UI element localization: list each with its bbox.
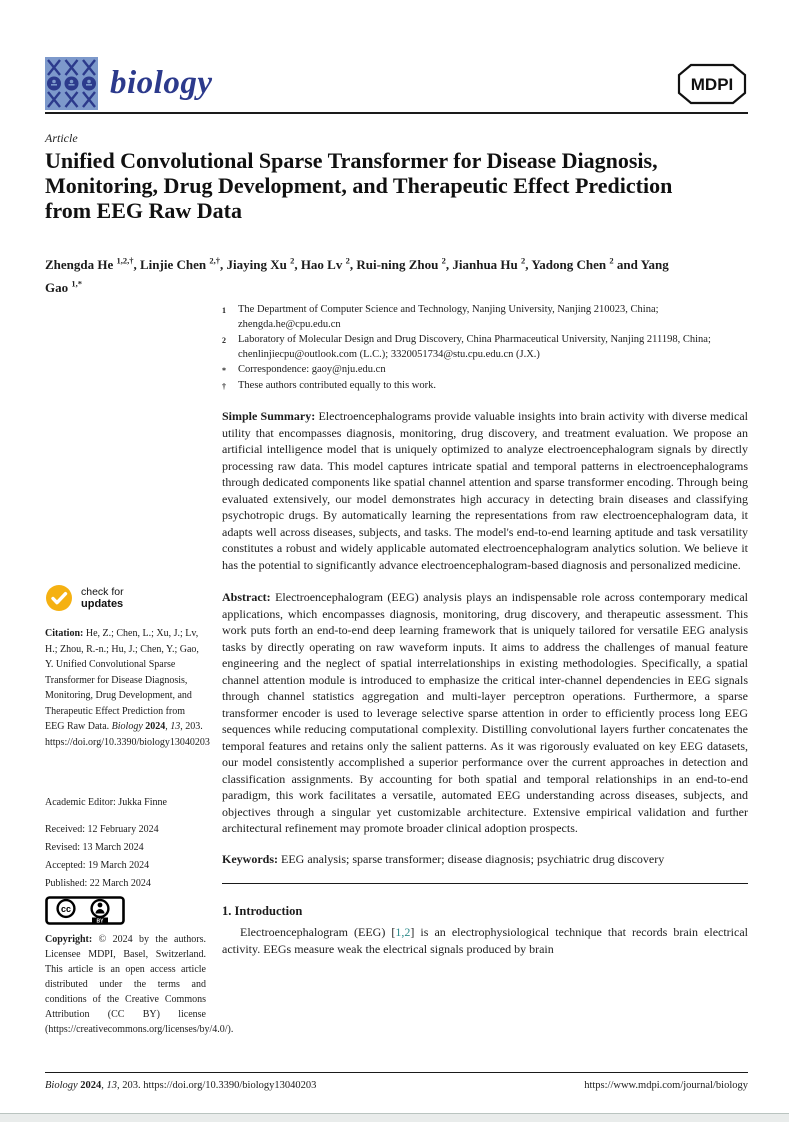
author: Hao Lv $^2$, [300, 256, 357, 273]
affiliations [222, 302, 748, 394]
authors-line [45, 252, 685, 298]
author-superscript: 2 [441, 256, 446, 266]
author: Rui-ning Zhou $^2$, [356, 256, 453, 273]
affiliation-row [222, 332, 748, 362]
date-item: Revised: 13 March 2024 [45, 842, 144, 853]
abstract: Abstract: Electroencephalogram (EEG) analysis plays an indispensable role across contemporary medical applications, which encompasses diagnosis, monitoring, drug discovery, and therapeutic assessment. This work puts forth an end-to-end deep learning framework that is uniquely tailored for versatile EEG analysis tasks by directly operating on raw waveform inputs. It aims to address the challenges of manual feature engineering and the neglect of spatial interrelationships in existing methodologies. Specifically, a spatial channel attention module is introduced to emphasize the critical inter-channel dependencies in EEG signals through channel statistics aggregation and multi-layer perceptron operations. Furthermore, a sparse transformer encoder is used to leverage selective sparse attention in order to efficiently process long EEG sequences while reducing computational complexity. Distilling convolutional layers further concatenates the temporal features and retains only the salient patterns. As it was rigorously evaluated on key EEG datasets, our model consistently accomplished a superior performance over the current approaches in detection and classification assignments. By accounting for both spatial and temporal relationships in an end-to-end paradigm, this work facilitates a versatile, automated EEG understanding across diseases, subjects, and objectives through a singular yet customizable architecture. Extensive empirical validation and further architectural refinement may promote broader clinical adoption prospects. [222, 590, 748, 835]
check-updates-badge[interactable] [45, 584, 206, 612]
footer-rule [45, 1072, 748, 1073]
copyright-label: Copyright: [45, 934, 93, 945]
keywords-line: Keywords: EEG analysis; sparse transformer; disease diagnosis; psychiatric drug discovery [222, 851, 665, 866]
affiliation-marker: 1 [222, 306, 226, 315]
author: Linjie Chen $^{2,\dagger}$, [140, 256, 227, 273]
affiliation-row [222, 378, 748, 394]
date-item: Received: 12 February 2024 [45, 824, 159, 835]
svg-text:BY: BY [96, 918, 104, 925]
affiliation-text: Laboratory of Molecular Design and Drug Discovery, China Pharmaceutical University, Nanjing 211198, China; chenlinjiecpu@outlook.com (L.C.); 3320051734@stu.cpu.edu.cn (J.X.) [238, 334, 711, 360]
author-superscript: 2 [609, 256, 614, 266]
affiliation-row [222, 362, 748, 378]
citation-label: Citation: [45, 628, 84, 639]
main-column [222, 408, 748, 958]
affiliation-marker: * [222, 366, 226, 375]
affiliation-text: Correspondence: gaoy@nju.edu.cn [238, 364, 386, 375]
author-superscript: 2 [521, 256, 526, 266]
footer-doi-link[interactable]: https://doi.org/10.3390/biology13040203 [143, 1080, 317, 1091]
affiliation-marker: 2 [222, 336, 226, 345]
article-type-label: Article [45, 131, 78, 145]
journal-header [45, 57, 748, 110]
author-superscript: 1,* [71, 278, 82, 289]
page-title: Unified Convolutional Sparse Transformer for Disease Diagnosis, Monitoring, Drug Development, and Therapeutic Effect Prediction from EEG Raw Data [45, 148, 673, 223]
author-superscript: 2 [290, 256, 295, 266]
check-icon [45, 584, 73, 612]
check-updates-label: check for updates [81, 586, 124, 610]
citation-doi-link[interactable]: https://doi.org/10.3390/biology13040203 [45, 736, 210, 748]
mdpi-logo[interactable] [676, 62, 748, 106]
page-bottom-edge [0, 1113, 789, 1122]
footer-citation: Biology 2024, 13, 203. https://doi.org/10.3390/biology13040203 [45, 1080, 317, 1091]
header-rule [45, 112, 748, 114]
dates-list [45, 822, 206, 894]
date-item: Accepted: 19 March 2024 [45, 860, 150, 871]
affiliation-row [222, 302, 748, 332]
keywords-label: Keywords: [222, 851, 278, 866]
date-item: Published: 22 March 2024 [45, 878, 151, 889]
footer-journal-url[interactable]: https://www.mdpi.com/journal/biology [584, 1080, 748, 1091]
academic-editor: Academic Editor: Jukka Finne [45, 797, 167, 808]
citation-block: Citation: He, Z.; Chen, L.; Xu, J.; Lv, H.; Zhou, R.-n.; Hu, J.; Chen, Y.; Gao, Y. Unified Convolutional Sparse Transformer for Disease Diagnosis, Monitoring, Drug Development, and Therapeutic Effect Prediction from EEG Raw Data. Biology 2024, 13, 203. https://doi.org/10.3390/biology13040203 [45, 628, 210, 748]
citation-link[interactable]: 1,2 [395, 925, 411, 939]
section-rule [222, 883, 748, 884]
abstract-label: Abstract: [222, 590, 271, 604]
author: Jiaying Xu $^2$, [226, 256, 301, 273]
author: Jianhua Hu $^2$, [452, 256, 532, 273]
cc-by-badge[interactable] [45, 896, 206, 931]
svg-text:MDPI: MDPI [690, 74, 734, 94]
author: Zhengda He $^{1,2,\dagger}$, [45, 256, 141, 273]
svg-text:cc: cc [60, 904, 72, 914]
copyright-block: Copyright: © 2024 by the authors. Licensee MDPI, Basel, Switzerland. This article is an open access article distributed under the terms and conditions of the Creative Commons Attribution (CC BY) license (https://creativecommons.org/licenses/by/4.0/). [45, 934, 234, 1035]
simple-summary: Simple Summary: Electroencephalograms provide valuable insights into brain activity with diverse medical utility that encompasses diagnosis, monitoring, drug discovery, and treatment evaluation. We propose an artificial intelligence model that is uniquely optimized to analyze electroencephalogram signals by directly processing raw data. This model captures intricate spatial and temporal patterns in electroencephalograms through dedicated components like spatial channel attention and sparse transformer encoding. Through being evaluated extensively, our model demonstrates high accuracy in detecting brain diseases and classifying psychotropic drugs. By automatically learning the representations from raw electroencephalogram data, it adapts well across diseases, subjects, and tasks. The model's end-to-end learning aptitude and task versatility constitutes a robust and widely applicable automated electroencephalogram analytics solution. We believe it has the potential to significantly advance electroencephalogram-based diagnosis and personalized medicine. [222, 409, 748, 572]
affiliation-text: These authors contributed equally to this work. [238, 380, 436, 391]
author-superscript: 1,2,† [116, 256, 134, 266]
journal-name: biology [110, 65, 213, 101]
author: Yadong Chen $^2$ [531, 256, 614, 273]
affiliation-text: The Department of Computer Science and Technology, Nanjing University, Nanjing 210023, China; zhengda.he@cpu.edu.cn [238, 304, 659, 330]
intro-heading: 1. Introduction [222, 904, 303, 918]
biology-logo-icon[interactable] [45, 57, 98, 110]
simple-summary-label: Simple Summary: [222, 409, 316, 423]
footer [45, 1080, 748, 1091]
affiliation-marker: † [222, 382, 226, 391]
author-superscript: 2 [345, 256, 350, 266]
author: and Yang Gao $^{1,*}$ [45, 257, 669, 296]
intro-paragraph: Electroencephalogram (EEG) [1,2] is an electrophysiological technique that records brain electrical activity. EEGs measure weak the electrical signals produced by brain [222, 925, 749, 956]
author-superscript: 2,† [209, 256, 220, 266]
